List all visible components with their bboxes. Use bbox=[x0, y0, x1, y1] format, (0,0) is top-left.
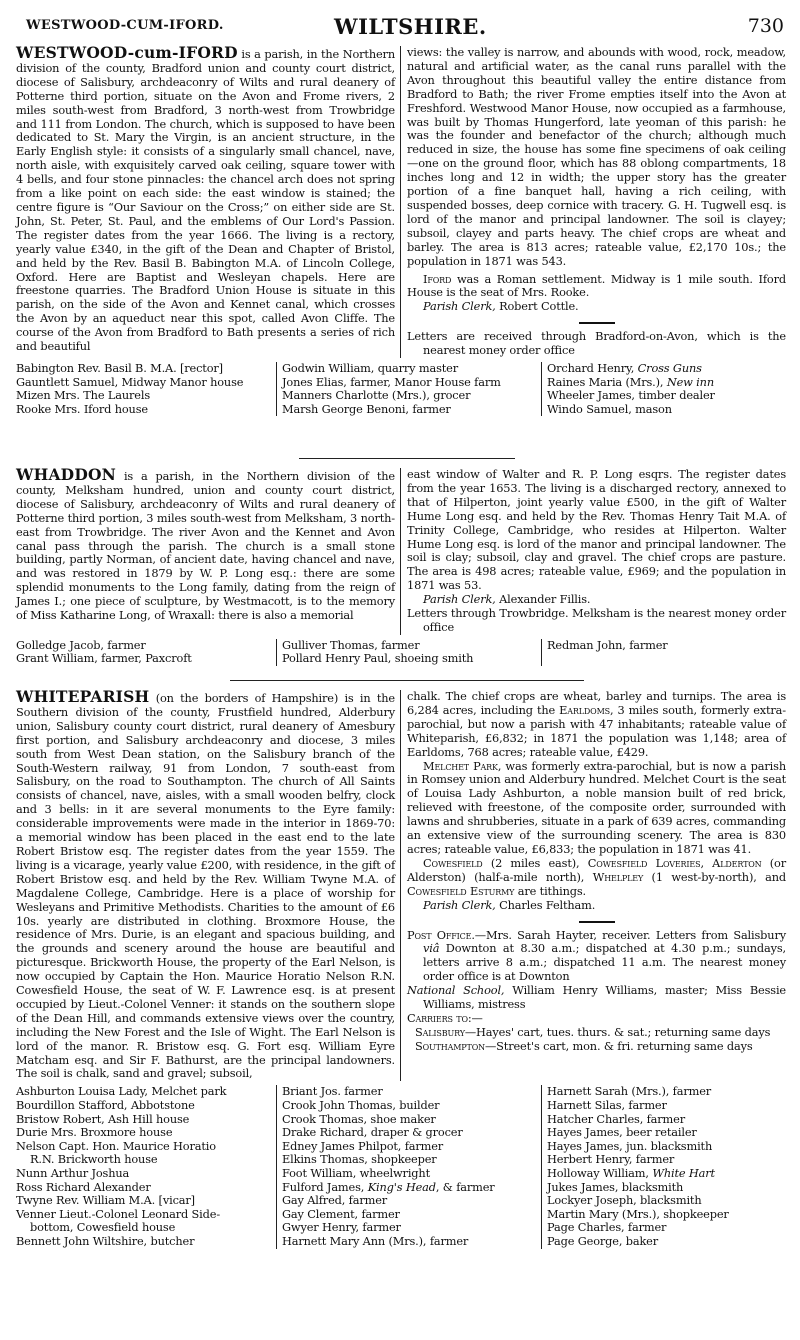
directory-entry bbox=[547, 1126, 796, 1140]
westwood-directory bbox=[16, 362, 796, 416]
section-divider bbox=[299, 458, 515, 459]
post-office-via: viâ bbox=[423, 941, 440, 956]
entry-name: Elkins Thomas, shopkeeper bbox=[282, 1152, 437, 1167]
melchet-park-heading: Melchet Park bbox=[423, 758, 498, 773]
directory-entry: Ashburton Louisa Lady, Melchet park bbox=[16, 1084, 227, 1099]
whaddon-letters: Letters through Trowbridge. Melksham is the nearest money order office bbox=[407, 606, 786, 634]
directory-entry: Bristow Robert, Ash Hill house bbox=[16, 1111, 190, 1126]
carrier-entry bbox=[415, 1026, 786, 1040]
divider bbox=[579, 322, 615, 324]
entry-name: Briant Jos. farmer bbox=[282, 1084, 383, 1099]
entry-name: Lockyer Joseph, blacksmith bbox=[547, 1193, 702, 1208]
running-head-place: WESTWOOD-CUM-IFORD. bbox=[26, 18, 224, 33]
whaddon-heading: WHADDON bbox=[16, 465, 117, 484]
directory-entry: Mizen Mrs. The Laurels bbox=[16, 388, 150, 403]
directory-entry bbox=[547, 1208, 796, 1222]
whaddon-description: is a parish, in the Northern division of the county, Melksham hundred, union and county court district, diocese of Salisbury, archdeaconry of Wilts and rural deanery of Potterne third portion, 3 miles south-west from Melksham, 3 north-east from Trowbridge. The river Avon and the Kennet and Avon canal pass through the parish. The church is a small stone building, partly Norman, of ancient date, having chancel and nave, and was restored in 1879 by W. P. Long esq.: there are some splendid monuments to the Long family, dating from the reign of James I.; one piece of sculpture, by Westmacott, is to the memory of Miss Katharine Long, of Wraxall: there is also a memorial bbox=[16, 469, 395, 623]
entry-whaddon bbox=[16, 465, 796, 666]
tithing-note: are tithings. bbox=[514, 883, 586, 898]
directory-entry bbox=[282, 1235, 541, 1249]
entry-name: Windo Samuel, mason bbox=[547, 401, 672, 416]
inn-name: King's Head bbox=[367, 1179, 436, 1194]
directory-entry: Redman John, farmer bbox=[547, 637, 668, 652]
directory-entry bbox=[547, 1085, 796, 1099]
directory-entry: R.N. Brickworth house bbox=[30, 1152, 158, 1167]
whaddon-description-cont: east window of Walter and R. P. Long esqrs. The register dates from the year 1653. The living is a discharged rectory, annexed to that of Hilperton, joint yearly value £500, in the gift of Walter Hume Long esq. and held by the Rev. Thomas Henry Tait M.A. of Trinity College, Cambridge, who resides at Hilperton. Walter Hume Long esq. is lord of the manor and principal landowner. The soil is clay; subsoil, clay and gravel. The chief crops are pasture. The area is 498 acres; rateable value, £969; and the population in 1871 was 53. bbox=[407, 467, 786, 593]
westwood-description: is a parish, in the Northern division of the county, Bradford union and county court district, diocese of Salisbury, archdeaconry of Wilts and rural deanery of Potterne third portion, situate on the Avon and Frome rivers, 2 miles south-west from Bradford, 3 north-west from Trowbridge and 111 from London. The church, which is supposed to have been dedicated to St. Mary the Virgin, is an ancient structure, in the Early English style: it consists of a singularly small chancel, nave, north aisle, with exquisitely carved oak ceiling, square tower with 4 bells, and four stone pinnacles: the chancel arch does not spring from a like point on each side: the east window is stained; the centre figure is “Our Saviour on the Cross;” on either side are St. John, St. Peter, St. Paul, and the emblems of Our Lord's Passion. The register dates from the year 1666. The living is a rectory, yearly value £340, in the gift of the Dean and Chapter of Bristol, and held by the Rev. Basil B. Babington M.A. of Lincoln College, Oxford. Here are Baptist and Wesleyan chapels. Here are freestone quarries. The Bradford Union House is situate in this parish, on the side of the Avon and Kennet canal, which crosses the Avon by an aqueduct near this spot, called Avon Cliffe. The course of the Avon from Bradford to Bath presents a series of rich and beautiful bbox=[16, 47, 395, 354]
whaddon-clerk-label: Parish Clerk, bbox=[423, 592, 496, 607]
directory-entry bbox=[547, 1099, 796, 1113]
post-office-label: Post Office. bbox=[407, 927, 475, 942]
entry-name: Herbert Henry, farmer bbox=[547, 1152, 675, 1167]
carrier-destination: Salisbury bbox=[415, 1024, 465, 1039]
directory-entry: Gauntlett Samuel, Midway Manor house bbox=[16, 374, 244, 389]
directory-entry: Gulliver Thomas, farmer bbox=[282, 637, 420, 652]
iford-heading: Iford bbox=[423, 271, 452, 286]
directory-column bbox=[16, 1085, 276, 1248]
directory-entry bbox=[282, 1126, 541, 1140]
tithing-note: (1 west-by-north), and bbox=[643, 869, 787, 884]
directory-entry: Bennett John Wiltshire, butcher bbox=[16, 1233, 195, 1248]
directory-entry: Marsh George Benoni, farmer bbox=[282, 401, 451, 416]
whiteparish-right-column bbox=[401, 690, 786, 1081]
directory-entry bbox=[547, 389, 796, 403]
entry-name: Holloway William, bbox=[547, 1165, 653, 1180]
directory-entry: Ross Richard Alexander bbox=[16, 1179, 151, 1194]
tithings-paragraph bbox=[407, 857, 786, 899]
directory-entry bbox=[547, 1235, 796, 1249]
directory-column bbox=[541, 639, 796, 666]
whiteparish-description-cont: chalk. The chief crops are wheat, barley and turnips. The area is 6,284 acres, including the bbox=[407, 689, 786, 717]
whaddon-clerk-name: Alexander Fillis. bbox=[495, 592, 591, 607]
entry-name: Crook John Thomas, builder bbox=[282, 1097, 440, 1112]
tithing-name: Cowesfield bbox=[423, 855, 483, 870]
entry-name: Martin Mary (Mrs.), shopkeeper bbox=[547, 1206, 729, 1221]
whiteparish-description: (on the borders of Hampshire) is in the Southern division of the county, Frustfield hundred, Alderbury union, Salisbury county court district, rural deanery of Amesbury first portion, and Salisbury archdeaconry and diocese, 3 miles south from West Dean station, on the Salisbury branch of the South-Western railway, 91 from London, 7 south-east from Salisbury, on the road to Southampton. The church of All Saints consists of chancel, nave, aisles, with a small wooden belfry, clock and 3 bells: in it are several monuments to the Eyre family: considerable improvements were made in the interior in 1869-70: a memorial window has been placed in the east end to the late Robert Bristow esq. The register dates from the year 1559. The living is a vicarage, yearly value £200, with residence, in the gift of Robert Bristow esq. and held by the Rev. William Twyne M.A. of Magdalene College, Cambridge. Here is a place of worship for Wesleyans and Primitive Methodists. Charities to the amount of £6 10s. yearly are distributed in clothing. Broxmore House, the residence of Mrs. Durie, is an elegant and spacious building, and the grounds and scenery around the house are beautiful and picturesque. Brickworth House, the property of the Earl Nelson, is now occupied by Captain the Hon. Maurice Horatio Nelson R.N. Cowesfield House, the seat of W. F. Lawrence esq. is at present occupied by Lieut.-Colonel Venner: it stands on the southern slope of the Dean Hill, and commands extensive views over the country, including the New Forest and the Isle of Wight. The Earl Nelson is lord of the manor. R. Bristow esq. G. Fort esq. William Eyre Matcham esq. and Sir F. Bathurst, are the principal landowners. The soil is chalk, sand and gravel; subsoil, bbox=[16, 691, 395, 1081]
directory-entry: Venner Lieut.-Colonel Leonard Side- bbox=[16, 1206, 221, 1221]
iford-text: was a Roman settlement. Midway is 1 mile south. Iford House is the seat of Mrs. Rooke. bbox=[407, 271, 786, 300]
entry-name: Gwyer Henry, farmer bbox=[282, 1220, 401, 1235]
entry-name: Hayes James, jun. blacksmith bbox=[547, 1138, 713, 1153]
running-head-county: WILTSHIRE. bbox=[334, 14, 487, 39]
school-label: National School, bbox=[407, 983, 505, 998]
westwood-right-column bbox=[401, 46, 786, 358]
directory-column bbox=[541, 1085, 796, 1248]
whiteparish-directory bbox=[16, 1085, 796, 1248]
carrier-entry bbox=[415, 1040, 786, 1054]
inn-name: Cross Guns bbox=[637, 361, 702, 376]
section-divider bbox=[230, 680, 584, 681]
westwood-letters: Letters are received through Bradford-on-Avon, which is the nearest money order office bbox=[407, 329, 786, 358]
entry-name: Fulford James, bbox=[282, 1179, 368, 1194]
entry-name: Jukes James, blacksmith bbox=[547, 1179, 684, 1194]
carrier-destination: Southampton bbox=[415, 1038, 485, 1053]
directory-entry: Pollard Henry Paul, shoeing smith bbox=[282, 651, 474, 666]
tithing-name: Alderton bbox=[712, 855, 762, 870]
melchet-park-text: , was formerly extra-parochial, but is now a parish in Romsey union and Alderbury hundred. Melchet Court is the seat of Louisa Lady Ashburton, a noble mansion built of red brick, relieved with freestone, of the composite order, surrounded with lawns and shrubberies, situate in a park of 639 acres, commanding an extensive view of the surrounding scenery. The area is 830 acres; rateable value, £6,833; the population in 1871 was 41. bbox=[407, 758, 786, 856]
directory-entry bbox=[282, 1221, 541, 1235]
directory-entry bbox=[547, 1167, 796, 1181]
entry-name: Page George, baker bbox=[547, 1233, 659, 1248]
carrier-details: —Street's cart, mon. & fri. returning same days bbox=[484, 1038, 753, 1053]
divider bbox=[579, 921, 615, 923]
directory-entry bbox=[547, 1194, 796, 1208]
directory-entry: Durie Mrs. Broxmore house bbox=[16, 1125, 173, 1140]
directory-entry bbox=[282, 1085, 541, 1099]
whiteparish-left-column bbox=[16, 687, 401, 1081]
page-number: 730 bbox=[747, 15, 784, 37]
entry-name: Wheeler James, timber dealer bbox=[547, 388, 715, 403]
tithing-separator: , bbox=[700, 855, 713, 870]
entry-whiteparish bbox=[16, 687, 796, 1249]
entry-name: Hayes James, beer retailer bbox=[547, 1125, 697, 1140]
westwood-heading: WESTWOOD-cum-IFORD bbox=[16, 43, 238, 62]
directory-entry: Babington Rev. Basil B. M.A. [rector] bbox=[16, 361, 223, 376]
directory-entry bbox=[282, 1140, 541, 1154]
directory-entry: Twyne Rev. William M.A. [vicar] bbox=[16, 1193, 195, 1208]
directory-column bbox=[16, 639, 276, 666]
whiteparish-heading: WHITEPARISH bbox=[16, 687, 150, 706]
entry-name: Edney James Philpot, farmer bbox=[282, 1138, 444, 1153]
entry-name: Gay Clement, farmer bbox=[282, 1206, 400, 1221]
carriers-label: Carriers to:— bbox=[407, 1010, 483, 1025]
westwood-description-cont: views: the valley is narrow, and abounds with wood, rock, meadow, natural and artificial water, as the canal runs parallel with the Avon throughout this beautiful valley the entire distance from Bradford to Bath; the river Frome empties itself into the Avon at Freshford. Westwood Manor House, now occupied as a farmhouse, was built by Thomas Hungerford, late yeoman of this parish: he was the founder and benefactor of the church; although much reduced in size, the house has some fine specimens of oak ceiling—one on the ground floor, which has 88 oblong compartments, 18 inches long and 12 in width; the upper story has the greater portion of a fine banquet hall, having a rich ceiling, with suspended bosses, deep cornice with tracery. G. H. Tugwell esq. is lord of the manor and principal landowner. The soil is clayey; subsoil, clayey and parts heavy. The chief crops are wheat and barley. The area is 813 acres; rateable value, £2,170 10s.; the population in 1871 was 543. bbox=[407, 45, 786, 268]
directory-column bbox=[276, 639, 541, 666]
carriers-list bbox=[407, 1026, 786, 1054]
westwood-clerk-name: Robert Cottle. bbox=[495, 299, 579, 314]
directory-entry bbox=[547, 403, 796, 417]
directory-entry: Manners Charlotte (Mrs.), grocer bbox=[282, 388, 471, 403]
whiteparish-clerk-name: Charles Feltham. bbox=[495, 897, 596, 912]
directory-entry bbox=[282, 1181, 541, 1195]
tithing-name: Cowesfield Esturmy bbox=[407, 883, 515, 898]
directory-entry bbox=[282, 1208, 541, 1222]
directory-entry: Bourdillon Stafford, Abbotstone bbox=[16, 1097, 195, 1112]
directory-entry bbox=[547, 1113, 796, 1127]
whiteparish-clerk-label: Parish Clerk, bbox=[423, 897, 496, 912]
directory-entry: Golledge Jacob, farmer bbox=[16, 637, 146, 652]
directory-entry bbox=[547, 1181, 796, 1195]
whaddon-left-column bbox=[16, 465, 401, 635]
entry-name: Harnett Sarah (Mrs.), farmer bbox=[547, 1084, 712, 1099]
tithing-note: (2 miles east), bbox=[482, 855, 588, 870]
school-text: William Henry Williams, master; Miss Bessie Williams, mistress bbox=[423, 983, 786, 1012]
directory-column bbox=[276, 362, 541, 416]
whaddon-directory bbox=[16, 639, 796, 666]
directory-entry: bottom, Cowesfield house bbox=[30, 1220, 176, 1235]
inn-name: White Hart bbox=[652, 1165, 715, 1180]
tithing-name: Whelpley bbox=[592, 869, 644, 884]
tithing-name: Cowesfield Loveries bbox=[587, 855, 701, 870]
directory-entry bbox=[547, 1153, 796, 1167]
tithing-note: (or Alderston) (half-a-mile north), bbox=[407, 855, 787, 884]
directory-entry bbox=[282, 1194, 541, 1208]
directory-entry bbox=[282, 1167, 541, 1181]
directory-entry: Nelson Capt. Hon. Maurice Horatio bbox=[16, 1138, 216, 1153]
directory-entry bbox=[282, 1153, 541, 1167]
running-head bbox=[16, 14, 796, 38]
directory-entry bbox=[547, 1140, 796, 1154]
entry-name: Raines Maria (Mrs.), bbox=[547, 374, 667, 389]
directory-entry: Jones Elias, farmer, Manor House farm bbox=[282, 374, 501, 389]
directory-entry bbox=[547, 376, 796, 390]
post-office-paragraph bbox=[407, 929, 786, 985]
entry-westwood bbox=[16, 43, 796, 416]
entry-name: Drake Richard, draper & grocer bbox=[282, 1125, 463, 1140]
directory-entry bbox=[547, 1221, 796, 1235]
entry-name: Harnett Silas, farmer bbox=[547, 1097, 667, 1112]
entry-name: Hatcher Charles, farmer bbox=[547, 1111, 685, 1126]
post-office-text: —Mrs. Sarah Hayter, receiver. Letters from Salisbury bbox=[474, 927, 786, 942]
westwood-clerk-label: Parish Clerk, bbox=[423, 299, 496, 314]
entry-name: Page Charles, farmer bbox=[547, 1220, 667, 1235]
earldoms-name: Earldoms bbox=[559, 702, 610, 717]
entry-name: Harnett Mary Ann (Mrs.), farmer bbox=[282, 1233, 469, 1248]
entry-name: Gay Alfred, farmer bbox=[282, 1193, 388, 1208]
directory-column bbox=[16, 362, 276, 416]
directory-column bbox=[541, 362, 796, 416]
westwood-left-column bbox=[16, 43, 401, 358]
inn-name: New inn bbox=[666, 374, 714, 389]
directory-entry bbox=[282, 1099, 541, 1113]
whiteparish-description-cont-2: , 3 miles south, formerly extra-parochial, but now a parish with 47 inhabitants; rateable value of Whiteparish, £6,832; in 1871 the population was 1,148; area of Earldoms, 768 acres; rateable value, £429. bbox=[407, 702, 786, 759]
directory-entry: Godwin William, quarry master bbox=[282, 361, 458, 376]
directory-entry bbox=[282, 1113, 541, 1127]
whaddon-right-column bbox=[401, 468, 786, 635]
entry-name: Foot William, wheelwright bbox=[282, 1165, 430, 1180]
entry-name: Orchard Henry, bbox=[547, 361, 638, 376]
post-office-text-2: Downton at 8.30 a.m.; dispatched at 4.30 p.m.; sundays, letters arrive 8 a.m.; dispatched 11 a.m. The nearest money order office is at Downton bbox=[423, 941, 786, 984]
directory-column bbox=[276, 1085, 541, 1248]
directory-entry: Nunn Arthur Joshua bbox=[16, 1165, 130, 1180]
directory-entry: Rooke Mrs. Iford house bbox=[16, 401, 148, 416]
entry-name: Crook Thomas, shoe maker bbox=[282, 1111, 436, 1126]
entry-trade: , & farmer bbox=[435, 1179, 495, 1194]
carrier-details: —Hayes' cart, tues. thurs. & sat.; returning same days bbox=[464, 1024, 771, 1039]
directory-entry bbox=[547, 362, 796, 376]
directory-entry: Grant William, farmer, Paxcroft bbox=[16, 651, 192, 666]
